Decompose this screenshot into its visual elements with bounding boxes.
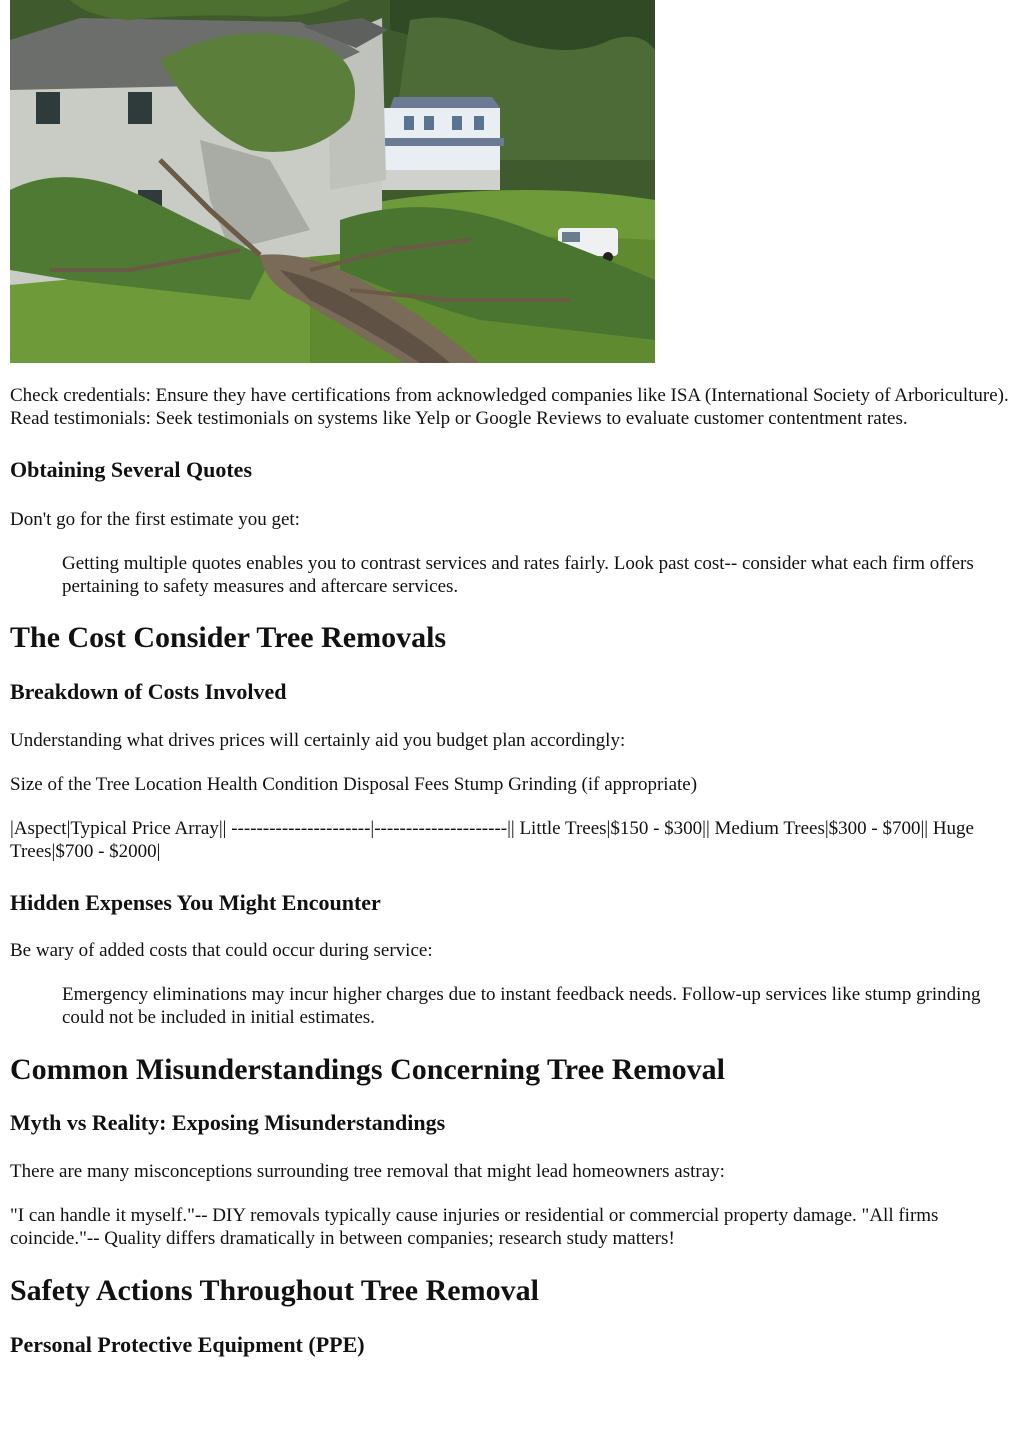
- article: [10, 0, 1014, 1358]
- heading-cost-consider: The Cost Consider Tree Removals: [10, 621, 447, 654]
- heading-safety-actions: Safety Actions Throughout Tree Removal: [10, 1274, 539, 1307]
- price-table-paragraph: |Aspect|Typical Price Array|| ----------------------|---------------------|| Little Trees|$150 - $300|| Medium Trees|$300 - $700|| Huge Trees|$700 - $2000|: [10, 818, 974, 862]
- background-house-window: [452, 116, 462, 130]
- factors-paragraph: Size of the Tree Location Health Condition Disposal Fees Stump Grinding (if appropriate): [10, 774, 698, 795]
- heading-breakdown: Breakdown of Costs Involved: [10, 679, 287, 704]
- van-window: [562, 232, 580, 242]
- background-house-window: [424, 116, 434, 130]
- be-wary-paragraph: Be wary of added costs that could occur during service:: [10, 940, 433, 961]
- background-house-window: [404, 116, 414, 130]
- background-house-foundation: [382, 170, 500, 190]
- credentials-paragraph: Check credentials: Ensure they have certifications from acknowledged companies like ISA (International Society of Arboriculture). Read testimonials: Seek testimonials on systems like Yelp or Google Reviews to evaluate customer contentment rates.: [10, 385, 1009, 429]
- heading-hidden-expenses: Hidden Expenses You Might Encounter: [10, 890, 381, 915]
- first-estimate-paragraph: Don't go for the first estimate you get:: [10, 509, 300, 530]
- myths-paragraph: "I can handle it myself."-- DIY removals typically cause injuries or residential or commercial property damage. "All firms coincide."-- Quality differs dramatically in between companies; research study matters!: [10, 1205, 939, 1249]
- misconceptions-paragraph: There are many misconceptions surrounding tree removal that might lead homeowners astray:: [10, 1161, 725, 1182]
- background-house-porch-roof: [382, 138, 504, 146]
- heading-misunderstandings: Common Misunderstandings Concerning Tree Removal: [10, 1053, 726, 1086]
- background-house-roof: [390, 97, 500, 108]
- drives-prices-paragraph: Understanding what drives prices will certainly aid you budget plan accordingly:: [10, 730, 626, 751]
- heading-obtaining-quotes: Obtaining Several Quotes: [10, 457, 253, 482]
- main-house-window: [128, 92, 152, 124]
- main-house-window: [36, 92, 60, 124]
- heading-myth-reality: Myth vs Reality: Exposing Misunderstandings: [10, 1110, 446, 1135]
- fallen-tree-house-photo: [10, 0, 655, 363]
- hidden-expenses-blockquote: Emergency eliminations may incur higher charges due to instant feedback needs. Follow-up services like stump grinding could not be included in initial estimates.: [62, 984, 981, 1028]
- background-house-window: [474, 116, 484, 130]
- heading-ppe: Personal Protective Equipment (PPE): [10, 1332, 365, 1357]
- quotes-blockquote: Getting multiple quotes enables you to contrast services and rates fairly. Look past cost-- consider what each firm offers pertaining to safety measures and aftercare services.: [62, 553, 974, 597]
